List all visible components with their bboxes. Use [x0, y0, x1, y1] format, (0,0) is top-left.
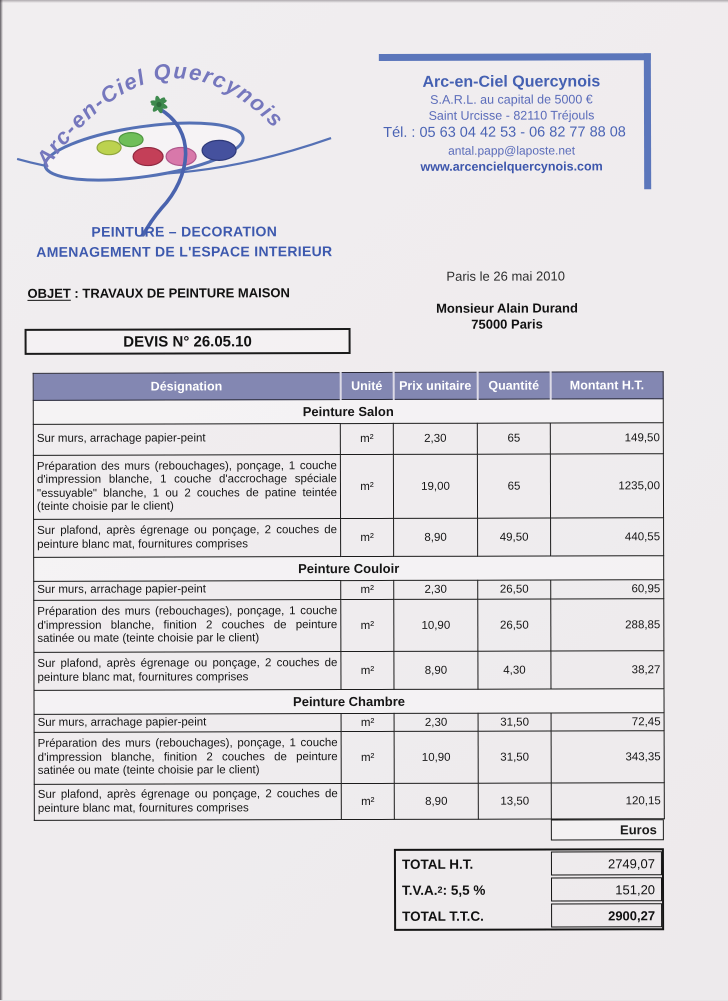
tagline-line2: AMENAGEMENT DE L'ESPACE INTERIEUR	[36, 243, 333, 260]
designation-cell: Sur plafond, après égrenage ou ponçage, 2 couches de peinture blanc mat, fournitures comprises	[34, 652, 341, 691]
table-row	[33, 423, 663, 456]
designation-cell: Sur murs, arrachage papier-peint	[33, 424, 340, 456]
devis-number-box	[25, 328, 351, 355]
header-unit: Unité	[340, 372, 393, 399]
tva-label	[396, 877, 551, 903]
objet-separator: :	[70, 285, 83, 301]
quantity-cell: 65	[477, 454, 550, 518]
tva-value: 151,20	[551, 877, 662, 901]
amount-cell: 38,27	[551, 651, 664, 689]
objet-label: OBJET	[27, 285, 71, 301]
table-row	[33, 454, 663, 520]
objet-line	[27, 285, 289, 301]
table-zone	[33, 371, 664, 932]
company-taglines	[17, 221, 351, 262]
company-legal-form: S.A.R.L. au capital de 5000 €	[430, 92, 593, 107]
total-ttc-value: 2900,27	[551, 903, 662, 927]
header-amount: Montant H.T.	[550, 372, 663, 399]
total-ht-value: 2749,07	[551, 851, 662, 875]
date-line: Paris le 26 mai 2010	[446, 268, 565, 284]
amount-cell: 288,85	[551, 599, 664, 651]
tva-label-prefix: T.V.A.	[402, 882, 438, 898]
section-title: Peinture Chambre	[34, 689, 664, 715]
unit-cell: m²	[341, 599, 394, 651]
amount-cell: 1235,00	[550, 454, 663, 518]
company-website: www.arcencielquercynois.com	[420, 159, 603, 174]
quantity-cell: 65	[477, 423, 550, 454]
tagline-line1: PEINTURE – DECORATION	[91, 223, 278, 240]
unit-cell: m²	[340, 454, 393, 518]
unit-price-cell: 19,00	[393, 454, 477, 518]
amount-cell: 72,45	[551, 713, 664, 731]
company-email: antal.papp@laposte.net	[448, 143, 576, 158]
quantity-cell: 13,50	[478, 783, 551, 819]
designation-cell: Sur plafond, après égrenage ou ponçage, 2 couches de peinture blanc mat, fournitures comprises	[34, 784, 341, 821]
header-designation: Désignation	[33, 373, 340, 401]
quantity-cell: 4,30	[478, 651, 551, 689]
company-address: Saint Urcisse - 82110 Tréjouls	[428, 108, 595, 123]
amount-cell: 440,55	[551, 518, 664, 556]
amount-cell: 60,95	[551, 580, 664, 599]
designation-cell: Sur murs, arrachage papier-peint	[34, 714, 341, 733]
table-row	[34, 599, 664, 653]
amount-cell: 120,15	[551, 783, 664, 819]
unit-price-cell: 2,30	[394, 713, 478, 731]
section-row	[34, 689, 664, 715]
header-quantity: Quantité	[477, 372, 550, 399]
designation-cell: Sur plafond, après égrenage ou ponçage, 2 couches de peinture blanc mat, fournitures comprises	[34, 519, 341, 558]
recipient-name: Monsieur Alain Durand	[436, 300, 578, 316]
currency-label-cell	[551, 819, 664, 840]
table-header-row	[33, 372, 663, 401]
unit-price-cell: 10,90	[394, 731, 478, 783]
objet-value: TRAVAUX DE PEINTURE MAISON	[82, 285, 290, 301]
unit-cell: m²	[341, 518, 394, 556]
amount-cell: 343,35	[551, 731, 664, 783]
unit-price-cell: 8,90	[394, 651, 478, 689]
designation-cell: Préparation des murs (rebouchages), ponçage, 1 couche d'impression blanche, finition 2 couches de peinture satinée ou mate (teinte choisie par le client)	[34, 600, 341, 653]
designation-cell: Sur murs, arrachage papier-peint	[34, 581, 341, 601]
unit-cell: m²	[341, 713, 394, 731]
tva-label-suffix: : 5,5 %	[442, 882, 486, 898]
quantity-cell: 31,50	[478, 713, 551, 731]
unit-price-cell: 2,30	[394, 580, 478, 599]
unit-cell: m²	[341, 580, 394, 599]
section-title: Peinture Couloir	[34, 556, 664, 582]
currency-label: Euros	[620, 822, 657, 838]
table-row	[34, 783, 664, 821]
quantity-cell: 49,50	[478, 518, 551, 556]
total-ttc-label: TOTAL T.T.C.	[402, 908, 484, 924]
logo-graphic	[9, 46, 345, 237]
unit-cell: m²	[341, 731, 394, 783]
table-row	[34, 731, 664, 785]
total-ht-row	[396, 850, 662, 877]
unit-price-cell: 8,90	[394, 783, 478, 819]
quantity-cell: 26,50	[478, 599, 551, 651]
company-phone: Tél. : 05 63 04 42 53 - 06 82 77 88 08	[383, 124, 626, 141]
tva-row	[396, 876, 662, 903]
table-row	[34, 518, 664, 558]
company-info-block	[379, 53, 651, 190]
quantity-cell: 31,50	[478, 731, 551, 783]
total-ttc-row	[396, 902, 662, 929]
designation-cell: Préparation des murs (rebouchages), ponçage, 1 couche d'impression blanche, finition 2 couches de peinture satinée ou mate (teinte choisie par le client)	[34, 732, 341, 785]
total-ht-label: TOTAL H.T.	[401, 856, 474, 872]
unit-cell: m²	[340, 423, 393, 454]
devis-title: DEVIS N° 26.05.10	[123, 332, 252, 351]
section-row	[34, 556, 664, 582]
quantity-cell: 26,50	[478, 580, 551, 599]
tva-label-sub: 2	[437, 884, 443, 895]
devis-table	[33, 371, 665, 821]
recipient-block	[414, 300, 599, 332]
unit-cell: m²	[341, 651, 394, 689]
unit-cell: m²	[341, 783, 394, 819]
designation-cell: Préparation des murs (rebouchages), ponçage, 1 couche d'impression blanche, 1 couche d'accrochage spéciale "essuyable" blanche, 1 ou 2 couches de patine teintée (teinte choisie par le client)	[33, 455, 340, 520]
company-logo	[9, 46, 345, 237]
unit-price-cell: 8,90	[394, 518, 478, 556]
unit-price-cell: 2,30	[393, 423, 477, 454]
company-name: Arc-en-Ciel Quercynois	[422, 73, 601, 91]
amount-cell: 149,50	[550, 423, 663, 454]
recipient-city: 75000 Paris	[471, 316, 543, 332]
table-row	[34, 713, 664, 733]
totals-box	[394, 848, 664, 931]
table-row	[34, 651, 664, 691]
section-title: Peinture Salon	[33, 399, 663, 425]
logo-arc-text: Arc-en-Ciel Quercynois	[31, 58, 290, 172]
header-unit-price: Prix unitaire	[393, 372, 477, 399]
table-row	[34, 580, 664, 601]
section-row	[33, 399, 663, 425]
unit-price-cell: 10,90	[394, 599, 478, 651]
